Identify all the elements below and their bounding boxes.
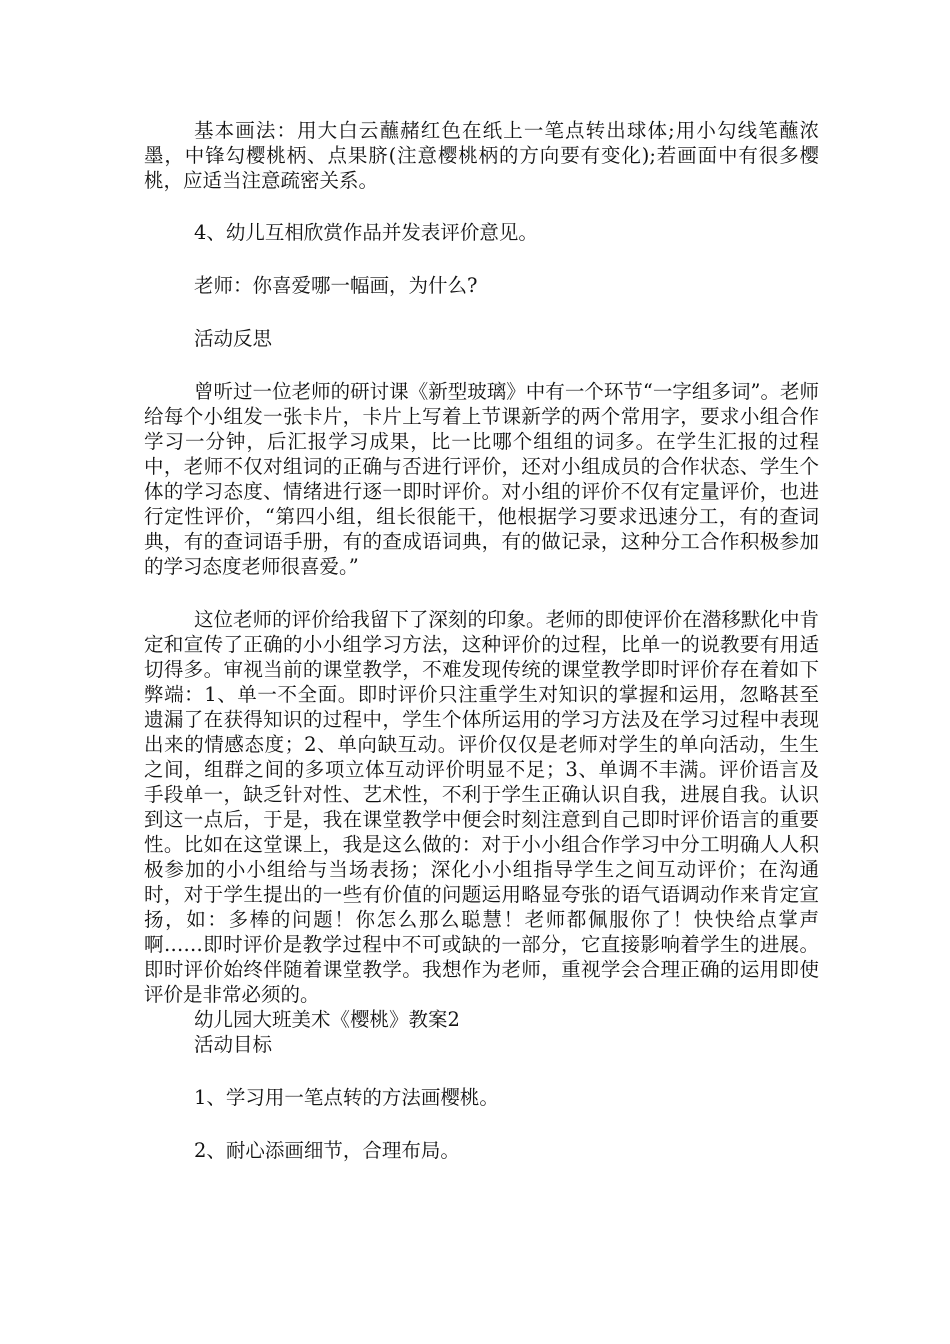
heading-activity-reflection: 活动反思: [194, 327, 273, 350]
lesson-title: 幼儿园大班美术《樱桃》教案2: [194, 1008, 460, 1031]
heading-activity-goals: 活动目标: [194, 1033, 273, 1056]
paragraph-step-4: 4、幼儿互相欣赏作品并发表评价意见。: [194, 221, 538, 244]
paragraph-basic-method: 基本画法：用大白云蘸赭红色在纸上一笔点转出球体;用小勾线笔蘸浓墨，中锋勾樱桃柄、点果脐(注意樱桃柄的方向要有变化);若画面中有很多樱桃，应适当注意疏密关系。: [144, 119, 819, 192]
paragraph-teacher-question: 老师：你喜爱哪一幅画，为什么?: [194, 274, 478, 297]
goal-item-2: 2、耐心添画细节，合理布局。: [194, 1139, 460, 1162]
goal-item-1: 1、学习用一笔点转的方法画樱桃。: [194, 1086, 499, 1109]
paragraph-reflection-1: 曾听过一位老师的研讨课《新型玻璃》中有一个环节“一字组多词”。老师给每个小组发一张卡片，卡片上写着上节课新学的两个常用字，要求小组合作学习一分钟，后汇报学习成果，比一比哪个组组的词多。在学生汇报的过程中，老师不仅对组词的正确与否进行评价，还对小组成员的合作状态、学生个体的学习态度、情绪进行逐一即时评价。对小组的评价不仅有定量评价，也进行定性评价，“第四小组，组长很能干，他根据学习要求迅速分工，有的查词典，有的查词语手册，有的查成语词典，有的做记录，这种分工合作积极参加的学习态度老师很喜爱。”: [144, 380, 819, 578]
paragraph-reflection-2: 这位老师的评价给我留下了深刻的印象。老师的即使评价在潜移默化中肯定和宣传了正确的小小组学习方法，这种评价的过程，比单一的说教要有用适切得多。审视当前的课堂教学，不难发现传统的课堂教学即时评价存在着如下弊端：1、单一不全面。即时评价只注重学生对知识的掌握和运用，忽略甚至遗漏了在获得知识的过程中，学生个体所运用的学习方法及在学习过程中表现出来的情感态度；2、单向缺互动。评价仅仅是老师对学生的单向活动，生生之间，组群之间的多项立体互动评价明显不足；3、单调不丰满。评价语言及手段单一，缺乏针对性、艺术性，不利于学生正确认识自我，进展自我。认识到这一点后，于是，我在课堂教学中便会时刻注意到自己即时评价语言的重要性。比如在这堂课上，我是这么做的：对于小小组合作学习中分工明确人人积极参加的小小组给与当场表扬；深化小小组指导学生之间互动评价；在沟通时，对于学生提出的一些有价值的问题运用略显夸张的语气语调动作来肯定宣扬，如：多棒的问题！你怎么那么聪慧！老师都佩服你了！快快给点掌声啊……即时评价是教学过程中不可或缺的一部分，它直接影响着学生的进展。即时评价始终伴随着课堂教学。我想作为老师，重视学会合理正确的运用即使评价是非常必须的。: [144, 608, 819, 1006]
